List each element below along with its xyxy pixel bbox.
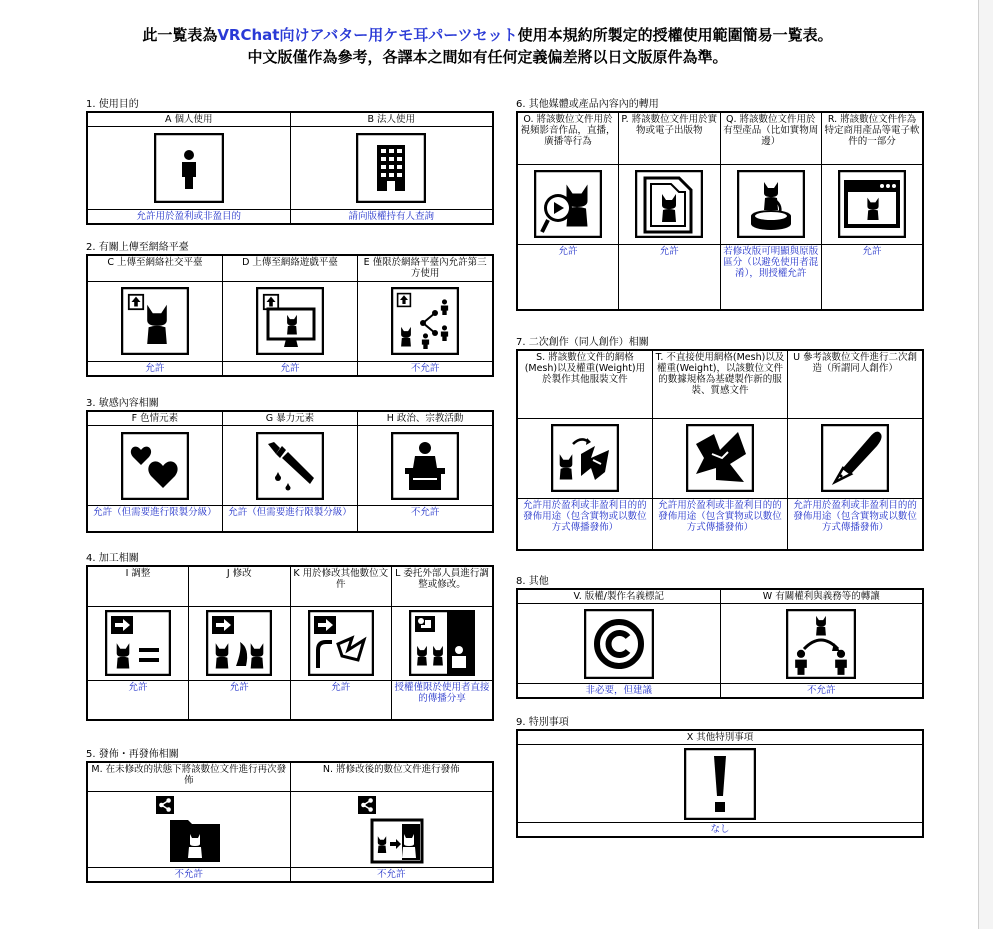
answer-redistribute-unmodified: 不允許 [87, 867, 290, 882]
answer-social-upload: 允許 [87, 361, 222, 376]
publication-icon [635, 170, 703, 238]
modify-other-icon [308, 610, 374, 676]
share-modified-icon [356, 794, 426, 864]
section-title: 6. 其他媒體或產品內容內的轉用 [516, 99, 659, 110]
upload-avatar-icon [121, 287, 189, 355]
software-icon [838, 170, 906, 238]
section-title: 4. 加工相關 [86, 553, 139, 564]
answer-modify-other: 允許 [290, 680, 392, 720]
section-sensitive [86, 397, 494, 533]
answer-physical-goods: 若修改版可明顯與原版區分（以避免使用者混淆），則授權允許 [720, 244, 822, 310]
label-copyright-credit: V. 版權/製作名義標記 [517, 589, 720, 604]
label-distribute-modified: N. 將修改後的數位文件進行發佈 [290, 762, 493, 791]
label-modify-other: K 用於修改其他數位文件 [290, 566, 392, 606]
share-users-icon [391, 287, 459, 355]
answer-personal-use: 允許用於盈利或非盈目的 [87, 210, 290, 225]
label-third-party-use: E 僅限於網絡平臺內允許第三方使用 [358, 255, 493, 281]
answer-commercial-software: 允許 [822, 244, 924, 310]
label-physical-goods: Q. 將該數位文件用於有型產品（比如實物周邊） [720, 112, 822, 164]
header-line-1-suffix: 使用本規約所製定的授權使用範圍簡易一覧表。 [517, 26, 833, 44]
label-outsource: L 委托外部人員進行調整或修改。 [392, 566, 494, 606]
mesh-icon [551, 424, 619, 492]
label-game-upload: D 上傳至網絡遊戲平臺 [222, 255, 357, 281]
building-icon [356, 133, 426, 203]
label-publication: P. 將該數位文件用於實物或電子出版物 [619, 112, 721, 164]
person-icon [154, 133, 224, 203]
product-name: VRChat向けアバター用ケモ耳パーツセット [217, 26, 518, 44]
section-title: 5. 發佈・再發佈相關 [86, 749, 179, 760]
header-line-1-prefix: 此一覧表為 [142, 26, 218, 44]
section-usage-purpose [86, 98, 494, 225]
texture-icon [686, 424, 754, 492]
answer-modify: 允許 [189, 680, 291, 720]
header-line-1 [0, 24, 975, 46]
exclamation-icon [684, 748, 756, 820]
answer-sexual: 允許（但需要進行限製分級） [87, 506, 222, 532]
page-title [0, 24, 975, 68]
section-other [516, 575, 924, 699]
label-video-broadcast: O. 將該數位文件用於視頻影音作品，直播，廣播等行為 [517, 112, 619, 164]
label-redistribute-unmodified: M. 在未修改的狀態下將該數位文件進行再次發佈 [87, 762, 290, 791]
header-line-2: 中文版僅作為參考，各譯本之間如有任何定義偏差將以日文版原件為準。 [247, 48, 728, 66]
answer-corporate-use: 請向版權持有人查詢 [290, 210, 493, 225]
podium-icon [391, 432, 459, 500]
section-title: 3. 敏感內容相關 [86, 398, 159, 409]
section-media-use [516, 98, 924, 311]
upload-monitor-icon [256, 287, 324, 355]
label-fan-creation: U 參考該數位文件進行二次創造（所謂同人創作） [788, 350, 923, 418]
label-violence: G 暴力元素 [222, 411, 357, 426]
label-sexual: F 色情元素 [87, 411, 222, 426]
knife-icon [256, 432, 324, 500]
section-distribution [86, 748, 494, 883]
answer-mesh-weight: 允許用於盈利或非盈利目的的發佈用途（包含實物或以數位方式傳播發佈） [517, 498, 652, 550]
answer-new-texture: 允許用於盈利或非盈利目的的發佈用途（包含實物或以數位方式傳播發佈） [652, 498, 787, 550]
answer-distribute-modified: 不允許 [290, 867, 493, 882]
label-modify: J 修改 [189, 566, 291, 606]
video-icon [534, 170, 602, 238]
transfer-icon [786, 609, 856, 679]
label-commercial-software: R. 將該數位文件作為特定商用產品等電子軟件的一部分 [822, 112, 924, 164]
section-title: 1. 使用目的 [86, 99, 139, 110]
section-special [516, 716, 924, 838]
modify-icon [206, 610, 272, 676]
section-modification [86, 552, 494, 721]
answer-video-broadcast: 允許 [517, 244, 619, 310]
label-personal-use: A 個人使用 [87, 112, 290, 127]
section-upload [86, 241, 494, 377]
pen-icon [821, 424, 889, 492]
answer-game-upload: 允許 [222, 361, 357, 376]
outsource-icon [409, 610, 475, 676]
answer-third-party-use: 不允許 [358, 361, 493, 376]
label-new-texture: T. 不直接使用網格(Mesh)以及權重(Weight)，以該數位文件的數據規格為基礎製作新的服裝、質感文件 [652, 350, 787, 418]
section-title: 8. 其他 [516, 576, 549, 587]
section-derivative [516, 336, 924, 551]
section-title: 7. 二次創作（同人創作）相關 [516, 337, 649, 348]
section-title: 9. 特別事項 [516, 717, 569, 728]
answer-politics-religion: 不允許 [358, 506, 493, 532]
label-mesh-weight: S. 將該數位文件的網格(Mesh)以及權重(Weight)用於製作其他服裝文件 [517, 350, 652, 418]
label-rights-transfer: W 有關權利與義務等的轉讓 [720, 589, 923, 604]
label-corporate-use: B 法人使用 [290, 112, 493, 127]
hearts-icon [121, 432, 189, 500]
label-social-upload: C 上傳至網絡社交平臺 [87, 255, 222, 281]
answer-violence: 允許（但需要進行限製分級） [222, 506, 357, 532]
answer-adjust: 允許 [87, 680, 189, 720]
label-politics-religion: H 政治、宗教活動 [358, 411, 493, 426]
section-title: 2. 有關上傳至網絡平臺 [86, 242, 189, 253]
label-adjust: I 調整 [87, 566, 189, 606]
answer-copyright-credit: 非必要，但建議 [517, 684, 720, 699]
answer-fan-creation: 允許用於盈利或非盈利目的的發佈用途（包含實物或以數位方式傳播發佈） [788, 498, 923, 550]
answer-rights-transfer: 不允許 [720, 684, 923, 699]
copyright-icon [584, 609, 654, 679]
adjust-icon [105, 610, 171, 676]
share-folder-icon [154, 794, 224, 864]
answer-special-items: なし [517, 823, 923, 838]
answer-outsource: 授權僅限於使用者直接的傳播分享 [392, 680, 494, 720]
figure-icon [737, 170, 805, 238]
answer-publication: 允許 [619, 244, 721, 310]
label-special-items: X 其他特別事項 [517, 730, 923, 745]
